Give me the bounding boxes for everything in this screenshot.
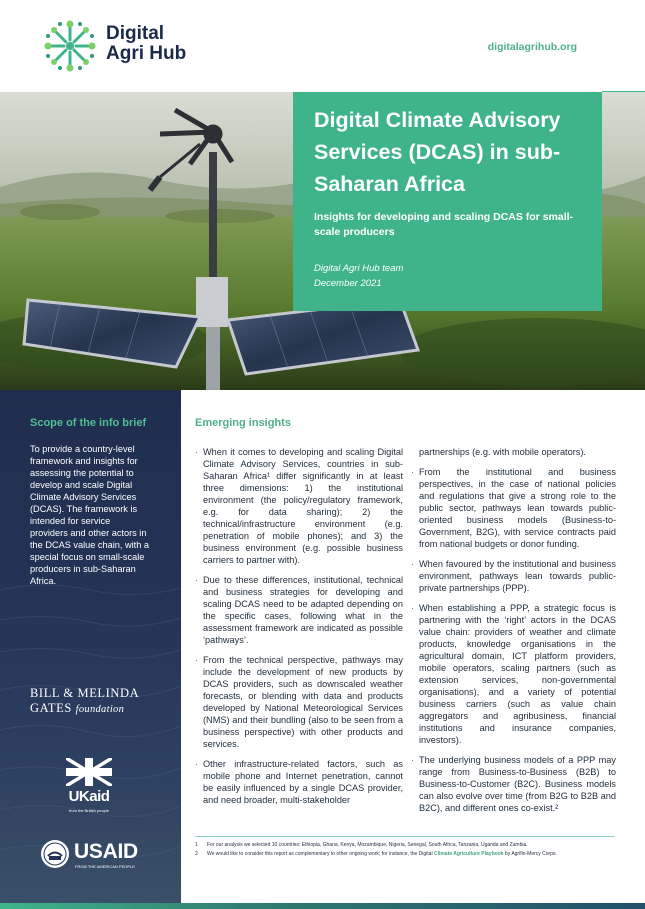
footnote-1 <box>195 842 615 849</box>
ukaid-wordmark: UKaid <box>68 788 110 805</box>
insight-item: · When it comes to developing and scaling Digital Climate Advisory Services, countries in sub-Saharan Africa¹ differ significantly in at least three dimensions: 1) the institutional environment (the policy/regulatory framework, e.g. for data sharing); 2) the technical/infrastructure environment (e.g. penetration of mobile phones); and 3) the business environment (e.g. possible business carriers to partner with). <box>195 446 403 566</box>
footnote-number: 2 <box>195 851 198 857</box>
footnote-2 <box>195 851 615 858</box>
bottom-accent-strip <box>0 903 645 909</box>
insight-item: · Due to these differences, institutional, technical and business strategies for developing and scaling DCAS need to be adapted depending on the specific cases, following what in the assessment framework are indicated as possible ‘pathways’. <box>195 574 403 646</box>
author: Digital Agri Hub team <box>314 263 404 274</box>
gates-logo-line-1: BILL & MELINDA <box>30 686 140 700</box>
insight-item: · From the technical perspective, pathways may include the development of new products by DCAS providers, such as downscaled weather forecasts, or blending with data and products developed by National Meteorological Services (NMS) and their bundling (also to be seen from a business perspective) with other products and services. <box>195 654 403 750</box>
footnote-text: by Agrifin-Mercy Corps. <box>503 851 557 857</box>
page-title: Digital Climate Advisory Services (DCAS) in sub-Saharan Africa <box>314 108 561 196</box>
logo-line-2: Agri Hub <box>106 43 187 64</box>
publication-date: December 2021 <box>314 278 382 289</box>
usaid-seal-icon <box>40 839 70 869</box>
ukaid-tagline: from the British people <box>68 808 110 813</box>
insight-item: · The underlying business models of a PPP may range from Business-to-Business (B2B) to Business-to-Customer (B2C). Business models can also evolve over time (from B2G to B2B and B2C), and different ones co-exist.² <box>411 754 616 814</box>
ukaid-logo <box>64 758 114 818</box>
gates-logo-foundation: foundation <box>75 704 125 715</box>
footnotes <box>195 836 615 860</box>
insights-column-right <box>411 446 616 822</box>
insight-item: · When favoured by the institutional and business environment, pathways lean towards public-private partnerships (PPP). <box>411 558 616 594</box>
gates-logo-line-2 <box>30 701 150 716</box>
footnote-text: We would like to consider this report as complementary to other ongoing work; for instance, the Digital <box>207 851 434 857</box>
insights-column-left <box>195 446 403 814</box>
insights-heading: Emerging insights <box>195 417 291 429</box>
usaid-tagline: FROM THE AMERICAN PEOPLE <box>75 864 135 869</box>
gates-foundation-logo <box>30 686 150 716</box>
logo-wordmark <box>106 24 186 64</box>
scope-heading: Scope of the info brief <box>30 417 147 429</box>
title-panel <box>293 92 602 311</box>
insight-item: · When establishing a PPP, a strategic focus is partnering with the ‘right’ actors in the DCAS value chain: providers of weather and climate products, knowledge organisations in the agricultural domain, ICT platform providers, mobile operators, scaling partners (such as extension services, non-governmental organisations), and a variety of potential business carriers (such as value chain aggregators and agribusiness, financial institutions and insurance companies, investors). <box>411 602 616 746</box>
logo-line-1: Digital <box>106 23 165 44</box>
insights-list-left <box>195 446 403 806</box>
footnote-text: For our analysis we selected 10 countries: Ethiopia, Ghana, Kenya, Mozambique, Nigeria, Senegal, South Africa, Tanzania, Uganda and Zambia. <box>207 842 528 848</box>
footnote-number: 1 <box>195 842 198 848</box>
digital-agri-hub-logo-icon <box>42 18 98 74</box>
gates-logo-gates: GATES <box>30 701 72 715</box>
scope-description: To provide a country-level framework and insights for assessing the potential to develop and scale Digital Climate Advisory Services (DCAS). The framework is intended for service providers and other actors in the DCAS value chain, with a special focus on small-scale producers in sub-Saharan Africa. <box>30 444 149 586</box>
byline <box>314 261 403 291</box>
insights-list-right <box>411 466 616 814</box>
insight-item: · From the institutional and business perspectives, in the case of national policies and regulations that give a strong role to the public sector, pathways lean towards public-oriented business models (Business-to-Government, B2G), with service contracts paid from national budgets or donor funding. <box>411 466 616 550</box>
insight-item: · Other infrastructure-related factors, such as mobile phone and Internet penetration, cannot be easily influenced by a single DCAS provider, and need broader, multi-stakeholder <box>195 758 403 806</box>
header <box>0 0 645 92</box>
hero-banner <box>0 92 645 390</box>
playbook-link[interactable]: Climate Agriculture Playbook <box>433 851 504 857</box>
usaid-wordmark: USAID <box>74 840 138 863</box>
sidebar <box>0 390 181 909</box>
union-flag-icon <box>66 758 112 786</box>
page-subtitle: Insights for developing and scaling DCAS for small-scale producers <box>314 211 574 238</box>
insight-continuation: partnerships (e.g. with mobile operators). <box>419 447 586 457</box>
usaid-logo <box>40 839 150 871</box>
website-link[interactable]: digitalagrihub.org <box>487 41 577 53</box>
